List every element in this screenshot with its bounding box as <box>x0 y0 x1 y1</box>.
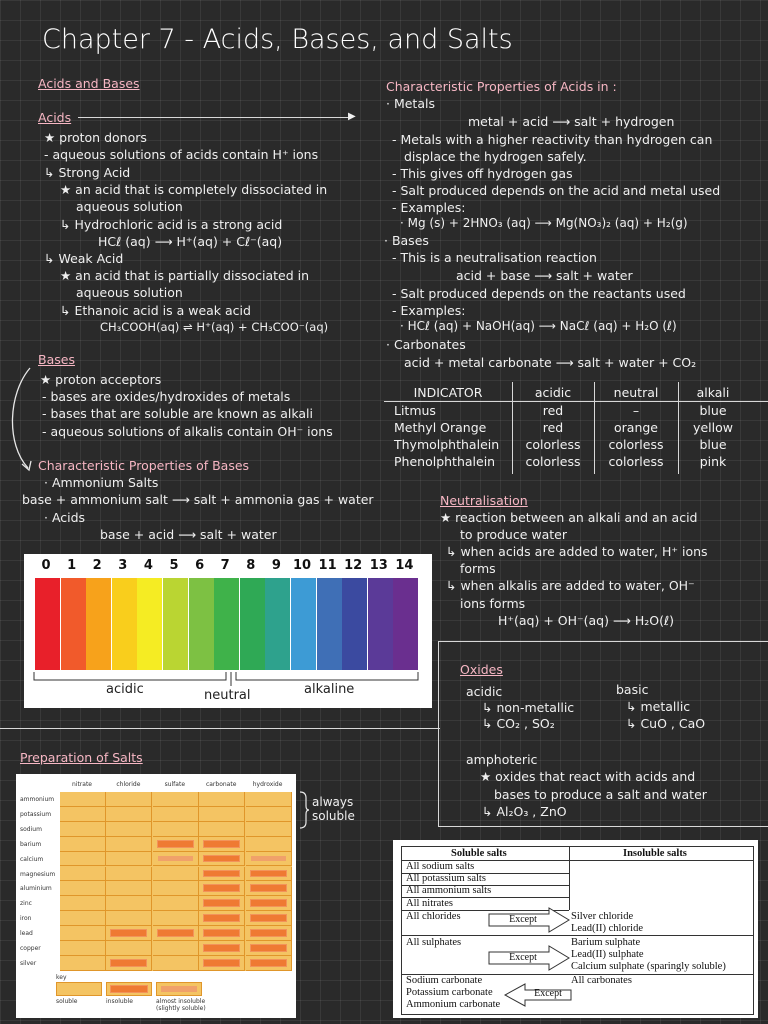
table-cell: – <box>632 403 640 418</box>
ph-number: 10 <box>292 558 312 573</box>
char-bases-line: · Acids <box>44 510 86 525</box>
insoluble-marker <box>203 959 240 967</box>
salt-row-label: ammonium <box>20 796 55 803</box>
table-header: INDICATOR <box>413 385 483 400</box>
oxides-amphoteric-line: ★ oxides that react with acids and <box>480 769 696 784</box>
salt-cell <box>199 852 245 867</box>
acids-heading: Acids <box>38 110 72 125</box>
table-cell: colorless <box>608 454 664 469</box>
insoluble-marker <box>250 929 287 937</box>
key-item: soluble <box>56 998 78 1005</box>
acids-line: ↳ Weak Acid <box>44 251 124 266</box>
neutralisation-line: ↳ when acids are added to water, H⁺ ions <box>446 544 708 559</box>
salt-column-label: chloride <box>116 781 141 788</box>
insoluble-marker <box>203 914 240 922</box>
ph-bracket-lines <box>24 554 432 708</box>
salt-cell <box>60 852 106 867</box>
table-header: neutral <box>613 385 659 400</box>
salt-cell <box>106 881 152 896</box>
insoluble-marker <box>250 914 287 922</box>
except-label: Except <box>534 988 562 999</box>
insoluble-marker <box>203 855 240 863</box>
soluble-cell: Sodium carbonate <box>406 975 483 986</box>
salt-solubility-chart <box>16 774 296 1018</box>
salt-cell <box>153 792 199 807</box>
insoluble-marker <box>203 899 240 907</box>
insoluble-marker <box>110 929 147 937</box>
char-bases-line: base + ammonium salt ⟶ salt + ammonia gas + water <box>22 492 374 507</box>
salt-cell <box>106 867 152 882</box>
ph-number: 14 <box>395 558 414 573</box>
alkaline-label: alkaline <box>304 682 355 697</box>
oxides-amphoteric-line: ↳ Al₂O₃ , ZnO <box>482 804 567 819</box>
char-acids-line: · Carbonates <box>386 337 466 352</box>
salt-cell <box>106 822 152 837</box>
char-acids-line: acid + metal carbonate ⟶ salt + water + CO₂ <box>404 355 697 370</box>
salt-cell <box>106 941 152 956</box>
insoluble-marker <box>157 840 194 848</box>
insoluble-marker <box>203 870 240 878</box>
insoluble-marker <box>110 959 147 967</box>
salt-cell <box>199 792 245 807</box>
table-cell: Litmus <box>394 403 436 418</box>
soluble-cell: Potassium carbonate <box>406 987 493 998</box>
except-arrows <box>393 840 758 1018</box>
oxides-amphoteric-heading: amphoteric <box>466 752 538 767</box>
bases-line: - bases are oxides/hydroxides of metals <box>42 389 291 404</box>
ph-number: 11 <box>318 558 337 573</box>
salt-cell <box>199 822 245 837</box>
acids-line: aqueous solution <box>76 285 183 300</box>
neutralisation-equation: H⁺(aq) + OH⁻(aq) ⟶ H₂O(ℓ) <box>498 613 674 628</box>
salt-cell <box>199 911 245 926</box>
salt-cell <box>153 837 199 852</box>
insoluble-marker <box>203 884 240 892</box>
neutralisation-line: ↳ when alkalis are added to water, OH⁻ <box>446 578 695 593</box>
salt-cell <box>246 822 292 837</box>
salt-row-label: magnesium <box>20 870 56 878</box>
acidic-label: acidic <box>106 682 144 697</box>
acids-equation: CH₃COOH(aq) ⇌ H⁺(aq) + CH₃COO⁻(aq) <box>100 320 329 334</box>
salt-cell <box>153 896 199 911</box>
salt-cell <box>153 822 199 837</box>
insoluble-marker <box>250 899 287 907</box>
key-almost-swatch <box>156 982 202 996</box>
soluble-cell: All chlorides <box>406 911 461 922</box>
salt-cell <box>153 956 199 971</box>
soluble-cell: All sulphates <box>406 937 462 948</box>
char-acids-line: - This is a neutralisation reaction <box>392 250 597 265</box>
salt-row-label: aluminium <box>20 885 52 893</box>
bases-line: ★ proton acceptors <box>40 372 162 387</box>
bases-line: - bases that are soluble are known as alkali <box>42 406 313 421</box>
insoluble-cell: Lead(II) sulphate <box>571 949 644 960</box>
table-cell: blue <box>699 437 727 452</box>
soluble-cell: All potassium salts <box>406 873 486 884</box>
bases-heading: Bases <box>38 352 75 367</box>
ph-scale <box>24 554 432 708</box>
salt-cell <box>199 807 245 822</box>
acids-line: ↳ Ethanoic acid is a weak acid <box>60 303 251 318</box>
soluble-cell: All sodium salts <box>406 861 475 872</box>
table-header: Soluble salts <box>451 848 507 859</box>
neutralisation-line: ★ reaction between an alkali and an acid <box>440 510 698 525</box>
insoluble-marker <box>250 870 287 878</box>
section-divider <box>0 728 440 729</box>
insoluble-cell: Calcium sulphate (sparingly soluble) <box>571 961 726 972</box>
salt-row-label: calcium <box>20 855 44 863</box>
char-bases-line: base + acid ⟶ salt + water <box>100 527 277 542</box>
insoluble-marker <box>157 929 194 937</box>
acids-line: ★ proton donors <box>44 130 147 145</box>
salt-cell <box>106 837 152 852</box>
page-title: Chapter 7 - Acids, Bases, and Salts <box>42 24 513 55</box>
salt-cell <box>60 881 106 896</box>
key-label: key <box>56 974 67 981</box>
salt-cell <box>199 867 245 882</box>
salt-cell <box>106 792 152 807</box>
acids-equation: HCℓ (aq) ⟶ H⁺(aq) + Cℓ⁻(aq) <box>98 234 283 249</box>
key-item: almost insoluble (slightly soluble) <box>156 998 206 1012</box>
table-cell: pink <box>699 454 727 469</box>
salt-cell <box>106 896 152 911</box>
insoluble-cell: Barium sulphate <box>571 937 641 948</box>
curved-arrow-icon <box>4 364 38 476</box>
arrow-head-icon: ▶ <box>348 111 356 122</box>
indicator-table <box>384 382 768 474</box>
salt-cell <box>246 926 292 941</box>
salt-cell <box>199 926 245 941</box>
key-soluble-swatch <box>56 982 102 996</box>
ph-number: 1 <box>67 558 77 573</box>
always-soluble-label: soluble <box>312 809 355 823</box>
acids-line: aqueous solution <box>76 199 183 214</box>
char-acids-line: - Salt produced depends on the acid and metal used <box>392 183 721 198</box>
salt-cell <box>153 807 199 822</box>
salt-cell <box>153 852 199 867</box>
salt-cell <box>153 881 199 896</box>
salt-cell <box>153 911 199 926</box>
salt-cell <box>106 911 152 926</box>
ph-number: 0 <box>41 558 51 573</box>
oxides-basic-line: ↳ CuO , CaO <box>626 716 706 731</box>
char-bases-line: · Ammonium Salts <box>44 475 159 490</box>
salt-cell <box>106 956 152 971</box>
salt-cell <box>106 926 152 941</box>
acids-line: ★ an acid that is completely dissociated in <box>60 182 328 197</box>
table-cell: colorless <box>525 454 581 469</box>
char-acids-heading: Characteristic Properties of Acids in : <box>386 79 617 94</box>
always-soluble-label: always <box>312 795 354 809</box>
insoluble-marker <box>250 944 287 952</box>
table-cell: Phenolphthalein <box>394 454 496 469</box>
salt-cell <box>246 792 292 807</box>
salt-cell <box>246 896 292 911</box>
oxides-basic-heading: basic <box>616 682 649 697</box>
acids-and-bases-heading: Acids and Bases <box>38 76 140 91</box>
salt-cell <box>199 837 245 852</box>
table-cell: red <box>542 403 564 418</box>
char-acids-line: · Bases <box>384 233 429 248</box>
char-acids-line: · Metals <box>386 96 435 111</box>
salt-cell <box>246 941 292 956</box>
solubility-rules-table <box>393 840 758 1018</box>
salt-cell <box>246 911 292 926</box>
salt-cell <box>60 867 106 882</box>
salt-cell <box>199 941 245 956</box>
char-acids-equation: · Mg (s) + 2HNO₃ (aq) ⟶ Mg(NO₃)₂ (aq) + H₂(g) <box>400 216 688 230</box>
salt-cell <box>60 926 106 941</box>
salt-row-label: sodium <box>20 825 42 833</box>
salt-row-label: iron <box>20 915 32 923</box>
oxides-acidic-line: ↳ CO₂ , SO₂ <box>482 716 555 731</box>
neutralisation-line: to produce water <box>460 527 567 542</box>
salt-column-label: nitrate <box>71 781 92 788</box>
salt-cell <box>246 956 292 971</box>
bases-line: - aqueous solutions of alkalis contain OH⁻ ions <box>42 424 333 439</box>
key-insoluble-swatch <box>106 982 152 996</box>
soluble-cell: All nitrates <box>406 898 453 909</box>
key-item: insoluble <box>106 998 133 1005</box>
insoluble-marker <box>203 944 240 952</box>
almost-insoluble-marker <box>157 855 194 863</box>
table-cell: colorless <box>608 437 664 452</box>
salt-row-label: silver <box>20 959 37 967</box>
salt-row-label: copper <box>20 945 41 952</box>
salt-cell <box>60 837 106 852</box>
table-header: alkali <box>696 385 730 400</box>
char-acids-line: - Examples: <box>392 303 466 318</box>
table-cell: blue <box>699 403 727 418</box>
salt-row-label: barium <box>20 840 42 848</box>
char-acids-equation: · HCℓ (aq) + NaOH(aq) ⟶ NaCℓ (aq) + H₂O (ℓ) <box>400 319 677 333</box>
table-cell: yellow <box>693 420 733 435</box>
soluble-cell: Ammonium carbonate <box>406 999 501 1010</box>
char-bases-heading: Characteristic Properties of Bases <box>38 458 250 473</box>
neutral-label: neutral <box>204 688 251 703</box>
char-acids-line: metal + acid ⟶ salt + hydrogen <box>468 114 675 129</box>
except-label: Except <box>509 952 537 963</box>
salt-cell <box>153 926 199 941</box>
table-cell: orange <box>614 420 658 435</box>
salt-cell <box>153 867 199 882</box>
salt-cell <box>60 941 106 956</box>
acids-line: ↳ Strong Acid <box>44 165 131 180</box>
char-acids-line: acid + base ⟶ salt + water <box>456 268 633 283</box>
ph-number: 7 <box>220 558 230 573</box>
salt-row-label: lead <box>20 930 33 938</box>
insoluble-cell: Lead(II) chloride <box>571 923 643 934</box>
ph-number: 13 <box>369 558 388 573</box>
insoluble-cell: All carbonates <box>571 975 632 986</box>
salt-cell <box>60 807 106 822</box>
salt-cell <box>60 822 106 837</box>
table-header: acidic <box>534 385 572 400</box>
ph-number: 2 <box>92 558 102 573</box>
table-cell: red <box>542 420 564 435</box>
acids-arrow-line <box>78 117 352 118</box>
oxides-heading: Oxides <box>460 662 503 677</box>
salt-cell <box>246 837 292 852</box>
salt-cell <box>106 807 152 822</box>
insoluble-marker <box>250 959 287 967</box>
acids-line: - aqueous solutions of acids contain H⁺ ions <box>44 147 319 162</box>
oxides-acidic-line: ↳ non-metallic <box>482 700 575 715</box>
table-header: Insoluble salts <box>623 848 687 859</box>
insoluble-marker <box>250 884 287 892</box>
salt-cell <box>60 956 106 971</box>
salt-cell <box>106 852 152 867</box>
insoluble-cell: Silver chloride <box>571 911 634 922</box>
char-acids-line: displace the hydrogen safely. <box>404 149 587 164</box>
table-cell: Thymolphthalein <box>394 437 500 452</box>
neutralisation-line: forms <box>460 561 496 576</box>
almost-insoluble-marker <box>250 855 287 863</box>
brace-icon <box>298 790 310 830</box>
table-cell: Methyl Orange <box>394 420 487 435</box>
salt-cell <box>246 807 292 822</box>
insoluble-marker <box>203 840 240 848</box>
salt-column-label: sulfate <box>164 781 186 788</box>
salt-column-label: hydroxide <box>252 781 283 788</box>
salt-cell <box>199 896 245 911</box>
salt-cell <box>246 867 292 882</box>
table-cell: colorless <box>525 437 581 452</box>
ph-number: 8 <box>246 558 256 573</box>
salt-cell <box>199 956 245 971</box>
salt-cell <box>60 896 106 911</box>
char-acids-line: - This gives off hydrogen gas <box>392 166 573 181</box>
salt-cell <box>246 852 292 867</box>
ph-number: 4 <box>143 558 153 573</box>
char-acids-line: - Metals with a higher reactivity than hydrogen can <box>392 132 713 147</box>
soluble-cell: All ammonium salts <box>406 885 492 896</box>
salt-cell <box>153 941 199 956</box>
table-divider <box>384 401 768 402</box>
salt-row-label: zinc <box>20 900 32 908</box>
preparation-heading: Preparation of Salts <box>20 750 143 765</box>
neutralisation-line: ions forms <box>460 596 526 611</box>
oxides-basic-line: ↳ metallic <box>626 699 691 714</box>
ph-number: 6 <box>195 558 205 573</box>
oxides-acidic-heading: acidic <box>466 684 503 699</box>
salt-column-label: carbonate <box>205 781 237 788</box>
except-label: Except <box>509 914 537 925</box>
acids-line: ★ an acid that is partially dissociated in <box>60 268 310 283</box>
salt-row-label: potassium <box>20 810 52 818</box>
char-acids-line: - Salt produced depends on the reactants used <box>392 286 686 301</box>
insoluble-marker <box>203 929 240 937</box>
ph-number: 9 <box>271 558 281 573</box>
ph-number: 5 <box>169 558 179 573</box>
ph-number: 12 <box>344 558 363 573</box>
char-acids-line: - Examples: <box>392 200 466 215</box>
neutralisation-heading: Neutralisation <box>440 493 528 508</box>
salt-cell <box>60 911 106 926</box>
salt-grid <box>60 792 292 971</box>
salt-cell <box>199 881 245 896</box>
salt-cell <box>246 881 292 896</box>
acids-line: ↳ Hydrochloric acid is a strong acid <box>60 217 283 232</box>
oxides-amphoteric-line: bases to produce a salt and water <box>494 787 707 802</box>
ph-number: 3 <box>118 558 128 573</box>
salt-cell <box>60 792 106 807</box>
